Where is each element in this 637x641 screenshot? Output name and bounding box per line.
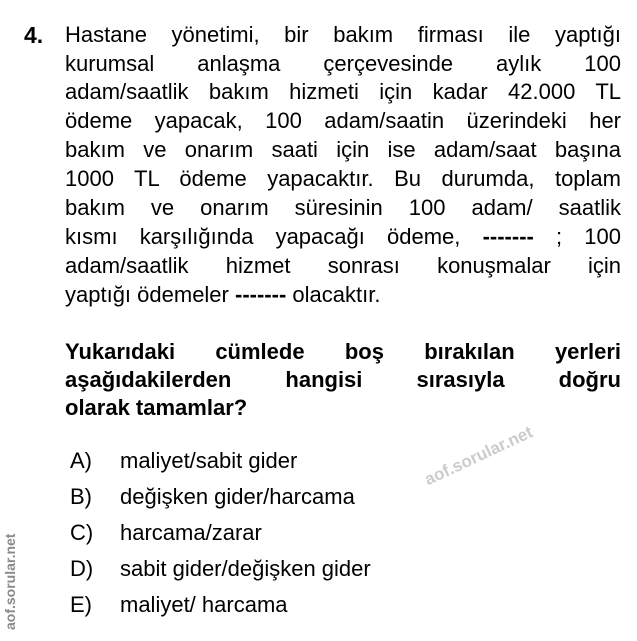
question-number: 4. (24, 22, 44, 48)
question-line: 1000 TL ödeme yapacaktır. Bu durumda, toplam (65, 166, 621, 191)
option-letter: A) (70, 448, 92, 473)
option-b[interactable] (70, 483, 355, 511)
question-line: kurumsal anlaşma çerçevesinde aylık 100 (65, 51, 621, 76)
option-letter: D) (70, 556, 94, 581)
question-line (65, 223, 621, 251)
prompt-line: olarak tamamlar? (65, 395, 248, 420)
text: yaptığı ödemeler (65, 282, 229, 307)
option-c[interactable] (70, 519, 262, 547)
option-text: harcama/zarar (120, 520, 262, 545)
question-line (65, 281, 621, 309)
question-line: ödeme yapacak, 100 adam/saatin üzerindeki her (65, 108, 621, 133)
option-letter: B) (70, 484, 92, 509)
option-text: maliyet/ harcama (120, 592, 288, 617)
blank-2: ------- (235, 282, 287, 307)
question-line: adam/saatlik hizmet sonrası konuşmalar için (65, 253, 621, 278)
watermark-vertical: aof.sorular.net (2, 533, 18, 630)
question-line: bakım ve onarım süresinin 100 adam/ saatlik (65, 195, 621, 220)
question-line: adam/saatlik bakım hizmeti için kadar 42.000 TL (65, 79, 621, 104)
watermark-diagonal: aof.sorular.net (421, 422, 536, 490)
option-d[interactable] (70, 555, 371, 583)
question-line: bakım ve onarım saati için ise adam/saat başına (65, 137, 621, 162)
text: olacaktır. (292, 282, 381, 307)
option-a[interactable] (70, 447, 297, 475)
prompt-line: Yukarıdaki cümlede boş bırakılan yerleri (65, 339, 621, 364)
text: ; 100 (556, 224, 621, 249)
question-line: Hastane yönetimi, bir bakım firması ile yaptığı (65, 22, 621, 47)
blank-1: ------- (482, 224, 534, 249)
option-letter: C) (70, 520, 94, 545)
text: kısmı karşılığında yapacağı ödeme, (65, 224, 461, 249)
option-text: sabit gider/değişken gider (120, 556, 371, 581)
option-e[interactable] (70, 591, 288, 619)
option-text: değişken gider/harcama (120, 484, 355, 509)
option-letter: E) (70, 592, 92, 617)
option-text: maliyet/sabit gider (120, 448, 298, 473)
prompt-line: aşağıdakilerden hangisi sırasıyla doğru (65, 367, 621, 392)
